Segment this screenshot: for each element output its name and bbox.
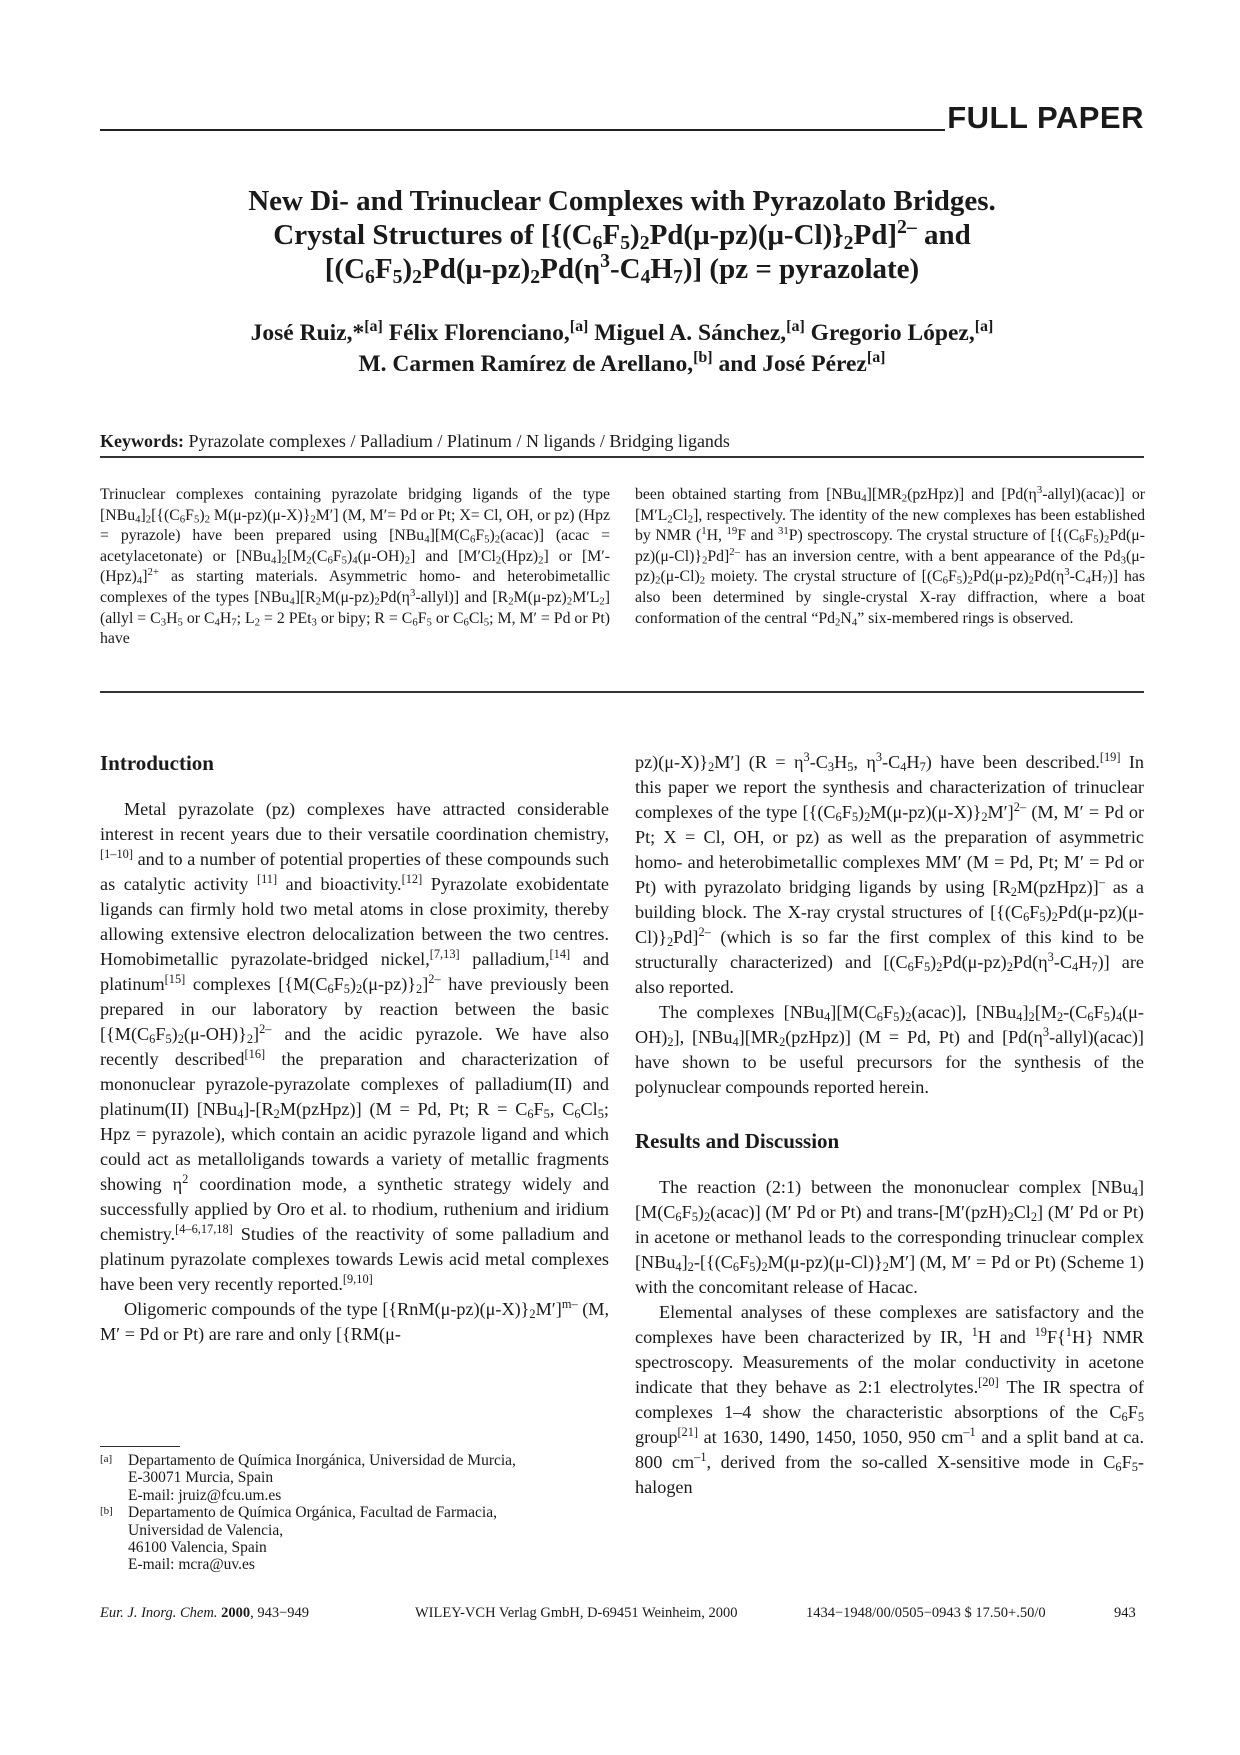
abstract-right-column <box>635 485 1145 629</box>
author-list <box>100 318 1144 380</box>
footer-issn: 1434−1948/00/0505−0943 $ 17.50+.50/0 <box>806 1605 1046 1621</box>
body-left-column <box>100 750 609 1347</box>
footnote-a-email: E-mail: jruiz@fcu.um.es <box>128 1486 282 1504</box>
affiliation-footnotes <box>100 1452 610 1574</box>
results-heading: Results and Discussion <box>635 1129 840 1153</box>
footnote-b-line: Departamento de Química Orgánica, Facultad de Farmacia, <box>128 1504 497 1522</box>
abstract-rule <box>100 691 1144 693</box>
footer-citation <box>100 1605 309 1622</box>
section-label: FULL PAPER <box>947 100 1144 135</box>
footer-publisher: WILEY-VCH Verlag GmbH, D-69451 Weinheim, 2000 <box>415 1605 738 1621</box>
keywords-rule <box>100 456 1144 458</box>
body-right-column <box>635 750 1144 1500</box>
authors-line-2: M. Carmen Ramírez de Arellano,[b] and José Pérez[a] <box>358 349 886 377</box>
footnote-b <box>100 1504 610 1574</box>
footnote-b-line: 46100 Valencia, Spain <box>128 1539 267 1557</box>
abstract-text-left: Trinuclear complexes containing pyrazolate bridging ligands of the type $[NBu_4]_2[\{(C_6F_5)_2$ $M(\mu-pz)(\mu-X)\}_2M'$] (M, M′= Pd or Pt; X= Cl, OH, or pz) (Hpz = pyrazole) have been prepared using $[NBu_4][M(C_6F_5)_2(acac)]$ (acac = acetylacetonate) or $[NBu_4]_2[M_2(C_6F_5)_4(\mu-OH)_2]$ and $[M'Cl_2(Hpz)_2]$ or $[M'-(Hpz)_4]^{2+}$ as starting materials. Asymmetric homo- and heterobimetallic complexes of the types $[NBu_4][R_2M(\mu-pz)_2Pd(\eta^3-allyl)]$ and $[R_2M(\mu-pz)_2M'L_2]$ (allyl = $C_3H_5$ or $C_4H_7$; $L_2 = 2$ PEt$_3$ or bipy; $R = C_6F_5$ or $C_6Cl_5$; M, M′ = Pd or Pt) have <box>100 486 611 648</box>
footnote-a-mark: [a] <box>100 1453 113 1465</box>
intro-paragraph-1: Metal pyrazolate (pz) complexes have attracted considerable interest in recent years due to their versatile coordination chemistry,[1–10] and to a number of potential properties of these compounds such as catalytic activity [11] and bioactivity.[12] Pyrazolate exobidentate ligands can firmly hold two metal atoms in close proximity, thereby allowing extensive electron delocalization between the two centres. Homobimetallic pyrazolate-bridged nickel,[7,13] palladium,[14] and platinum[15] complexes $[\{M(C_6F_5)_2(\mu-pz)\}_2]^{2-}$ have previously been prepared in our laboratory by reaction between the basic $[\{M(C_6F_5)_2(\mu-OH)\}_2]^{2-}$ and the acidic pyrazole. We have also recently described[16] the preparation and characterization of mononuclear pyrazole-pyrazolate complexes of palladium(II) and platinum(II) $[NBu_4]-[R_2M(pzHpz)] (M = Pd$, Pt; $R = C_6F_5$, $C_6Cl_5$; Hpz = pyrazole), which contain an acidic pyrazole ligand and which could act as metalloligands towards a variety of metallic fragments showing $\eta^2$ coordination mode, a synthetic strategy widely and successfully applied by Oro et al. to rhodium, ruthenium and iridium chemistry.[4–6,17,18] Studies of the reactivity of some palladium and platinum pyrazolate complexes towards Lewis acid metal complexes have been very recently reported.[9,10] <box>100 799 610 1294</box>
journal-year: 2000 <box>221 1605 251 1621</box>
keywords-label: Keywords: <box>100 431 184 451</box>
journal-pages: , 943−949 <box>250 1605 310 1621</box>
results-paragraph-2: Elemental analyses of these complexes are satisfactory and the complexes have been characterized by IR, $^1$H and $^{19}$F{$^1$H} NMR spectroscopy. Measurements of the molar conductivity in acetone indicate that they behave as 2:1 electrolytes.[20] The IR spectra of complexes 1–4 show the characteristic absorptions of the $C_6F_5$ group[21] at 1630, 1490, 1450, 1050, 950 $cm^{-1}$ and a split band at ca. 800 $cm^{-1}$, derived from the so-called X-sensitive mode in $C_6F_5$-halogen <box>635 1302 1144 1497</box>
intro-paragraph-2: Oligomeric compounds of the type $[\{RnM(\mu-pz)(\mu-X)\}_2M']^{m-}$ (M, M′ = Pd or Pt) are rare and only [{RM(μ- <box>100 1297 609 1344</box>
title-line-3: $[(C_6F_5)_2Pd(\mu-pz)_2Pd(\eta^3-C_4H_7)] (pz$ = pyrazolate) <box>324 250 920 288</box>
intro-paragraph-4: The complexes $[NBu_4][M(C_6F_5)_2(acac)]$, $[NBu_4]_2[M_2-(C_6F_5)_4(\mu-OH)_2]$, $[NBu_4][MR_2(pzHpz)] (M = Pd$, Pt) and $[Pd(\eta^3-allyl)(acac)]$ have shown to be useful precursors for the synthesis of the polynuclear compounds reported herein. <box>635 1002 1144 1097</box>
introduction-heading: Introduction <box>100 751 214 775</box>
footnote-a-line: E-30071 Murcia, Spain <box>128 1469 274 1487</box>
footnote-b-email: E-mail: mcra@uv.es <box>128 1556 255 1574</box>
results-paragraph-1: The reaction (2:1) between the mononuclear complex $[NBu_4][M(C_6F_5)_2(acac)]$ (M′ Pd or Pt) and trans-$[M'(pzH)_2Cl_2]$ (M′ Pd or Pt) in acetone or methanol leads to the corresponding trinuclear complex $[NBu_4]_2-[\{(C_6F_5)_2M(\mu-pz)(\mu-Cl)\}_2M']$ (M, M′ = Pd or Pt) (Scheme 1) with the concomitant release of Hacac. <box>635 1177 1144 1297</box>
journal-name: Eur. J. Inorg. Chem. <box>100 1605 218 1621</box>
page-number: 943 <box>1114 1605 1136 1621</box>
authors-line-1: José Ruiz,*[a] Félix Florenciano,[a] Miguel A. Sánchez,[a] Gregorio López,[a] <box>250 318 994 346</box>
keywords-text: Pyrazolate complexes / Palladium / Platinum / N ligands / Bridging ligands <box>188 431 730 451</box>
footnote-b-line: Universidad de Valencia, <box>128 1521 284 1539</box>
footnote-a-line: Departamento de Química Inorgánica, Universidad de Murcia, <box>128 1452 516 1469</box>
title-line-1: New Di- and Trinuclear Complexes with Pyrazolato Bridges. <box>248 185 996 217</box>
title-line-2: Crystal Structures of $[\{(C_6F_5)_2Pd(\mu-pz)(\mu-Cl)\}_2Pd]^{2-}$ and <box>273 216 971 254</box>
intro-paragraph-3: $pz)(\mu-X)\}_2M'$] ($R = \eta^3-C_3H_5$, $\eta^3-C_4H_7$) have been described.[19] In this paper we report the synthesis and characterization of trinuclear complexes of the type $[\{(C_6F_5)_2M(\mu-pz)(\mu-X)\}_2M']^{2-}$ (M, M′ = Pd or Pt; X = Cl, OH, or pz) as well as the preparation of asymmetric homo- and heterobimetallic complexes MM′ (M = Pd, Pt; M′ = Pd or Pt) with pyrazolato bridging ligands by using $[R_2M(pzHpz)]^-$ as a building block. The X-ray crystal structures of $[\{(C_6F_5)_2Pd(\mu-pz)(\mu-Cl)\}_2Pd]^{2-}$ (which is so far the first complex of this kind to be structurally characterized) and $[(C_6F_5)_2Pd(\mu-pz)_2Pd(\eta^3-C_4H_7)]$ are also reported. <box>635 750 1144 997</box>
footnote-b-mark: [b] <box>100 1505 113 1518</box>
header-rule <box>100 129 945 131</box>
paper-title <box>100 184 1144 286</box>
abstract-left-column <box>100 485 610 650</box>
abstract-text-right: been obtained starting from $[NBu_4][MR_2(pzHpz)]$ and $[Pd(\eta^3-allyl)(acac)]$ or $[M'L_2Cl_2]$, respectively. The identity of the new complexes has been established by NMR ($^1$H, $^{19}$F and $^{31}$P) spectroscopy. The crystal structure of $[\{(C_6F_5)_2Pd(\mu-pz)(\mu-Cl)\}_2Pd]^{2-}$ has an inversion centre, with a bent appearance of the $Pd_3(\mu-pz)_2(\mu-Cl)_2$ moiety. The crystal structure of $[(C_6F_5)_2Pd(\mu-pz)_2Pd(\eta^3-C_4H_7)]$ has also been determined by single-crystal X-ray diffraction, where a boat conformation of the central “$Pd_2N_4$” six-membered rings is observed. <box>635 484 1145 629</box>
footnote-rule <box>100 1446 180 1447</box>
footnote-a <box>100 1452 610 1504</box>
keywords <box>100 431 730 452</box>
